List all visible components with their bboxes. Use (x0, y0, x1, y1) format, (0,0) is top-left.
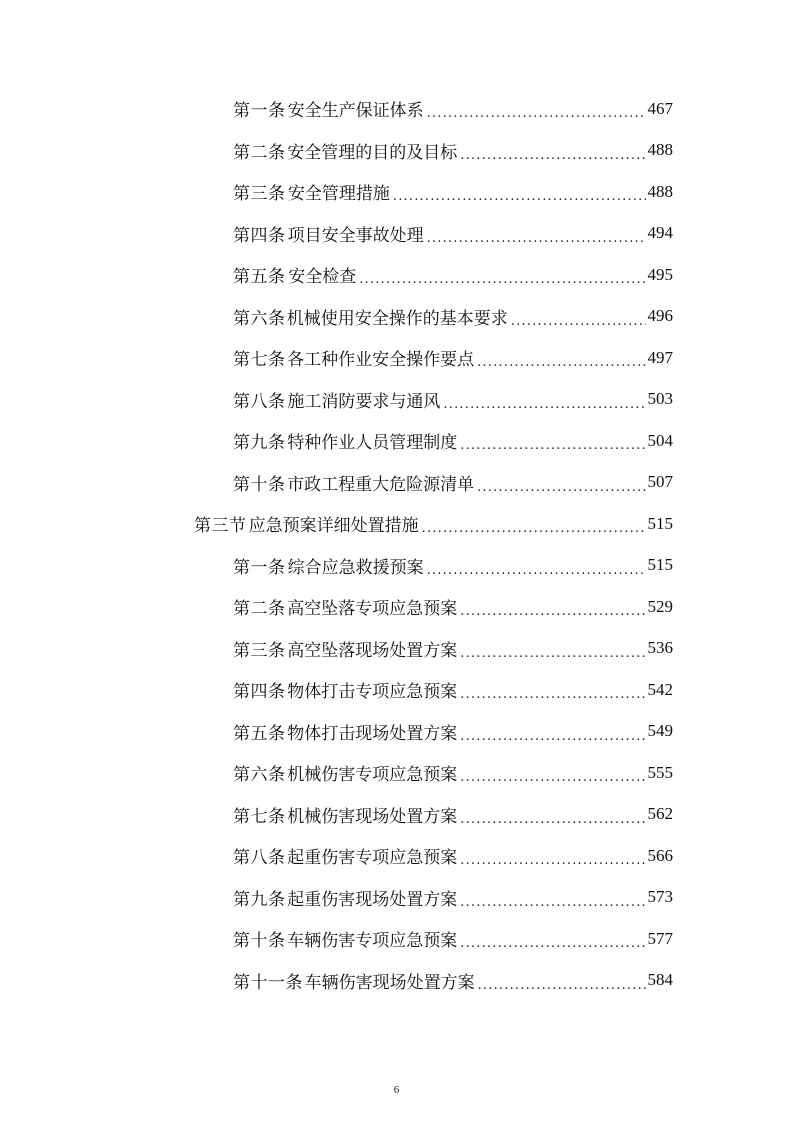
toc-entry-title: 各工种作业安全操作要点 (287, 350, 475, 371)
toc-entry[interactable] (0, 337, 673, 379)
dot-leader (460, 808, 645, 825)
toc-entry[interactable] (0, 752, 673, 794)
toc-entry-title: 施工消防要求与通风 (287, 391, 441, 412)
toc-entry-title: 高空坠落现场处置方案 (287, 640, 458, 661)
toc-entry[interactable] (0, 254, 673, 296)
dot-leader (460, 683, 645, 700)
toc-entry-number: 第七条 (233, 350, 286, 371)
toc-entry-page: 549 (647, 721, 673, 741)
toc-entry-page: 488 (647, 181, 673, 201)
toc-entry[interactable] (0, 628, 673, 670)
dot-leader (359, 268, 645, 285)
dot-leader (460, 932, 645, 949)
toc-entry-page: 467 (647, 98, 673, 118)
toc-entry-number: 第六条 (233, 765, 286, 786)
toc-entry-title: 综合应急救援预案 (287, 557, 424, 578)
toc-entry-page: 515 (647, 513, 673, 533)
toc-entry-title: 应急预案详细处置措施 (248, 516, 419, 537)
dot-leader (460, 849, 645, 866)
toc-entry-number: 第六条 (233, 308, 286, 329)
toc-entry-title: 安全管理措施 (287, 184, 390, 205)
dot-leader (460, 766, 645, 783)
toc-entry-title: 特种作业人员管理制度 (287, 433, 458, 454)
toc-entry-title: 安全管理的目的及目标 (287, 142, 458, 163)
toc-entry[interactable] (0, 171, 673, 213)
toc-entry[interactable] (0, 296, 673, 338)
toc-entry-title: 车辆伤害现场处置方案 (304, 972, 475, 993)
toc-entry-page: 536 (647, 638, 673, 658)
toc-entry-title: 机械伤害专项应急预案 (287, 765, 458, 786)
dot-leader (427, 559, 646, 576)
toc-entry-number: 第九条 (233, 889, 286, 910)
toc-entry-number: 第二条 (233, 142, 286, 163)
dot-leader (393, 185, 646, 202)
dot-leader (422, 517, 646, 534)
toc-entry-page: 555 (647, 762, 673, 782)
toc-entry-page: 584 (647, 970, 673, 990)
toc-entry[interactable] (0, 835, 673, 877)
toc-entry-number: 第七条 (233, 806, 286, 827)
toc-entry-number: 第十条 (233, 474, 286, 495)
toc-entry-number: 第十条 (233, 931, 286, 952)
toc-entry-page: 496 (647, 306, 673, 326)
dot-leader (511, 310, 646, 327)
toc-entry-title: 机械使用安全操作的基本要求 (286, 308, 508, 329)
toc-entry[interactable] (0, 130, 673, 172)
toc-entry[interactable] (0, 877, 673, 919)
toc-entry[interactable] (0, 960, 673, 1002)
toc-entry-number: 第八条 (233, 391, 286, 412)
dot-leader (427, 102, 646, 119)
toc-entry-page: 503 (647, 389, 673, 409)
dot-leader (460, 434, 645, 451)
toc-entry-number: 第二条 (233, 599, 286, 620)
toc-entry[interactable] (0, 669, 673, 711)
toc-entry-page: 542 (647, 679, 673, 699)
toc-entry-page: 515 (647, 555, 673, 575)
toc-entry-number: 第九条 (233, 433, 286, 454)
toc-entry-page: 507 (647, 472, 673, 492)
toc-entry[interactable] (0, 213, 673, 255)
dot-leader (477, 476, 645, 493)
toc-entry[interactable] (0, 545, 673, 587)
dot-leader (443, 393, 645, 410)
toc-entry-page: 577 (647, 928, 673, 948)
toc-entry-page: 497 (647, 347, 673, 367)
toc-entry-page: 562 (647, 804, 673, 824)
toc-entry-number: 第十一条 (233, 972, 303, 993)
toc-entry-title: 起重伤害专项应急预案 (287, 848, 458, 869)
toc-entry-page: 494 (647, 223, 673, 243)
dot-leader (427, 227, 646, 244)
table-of-contents (0, 88, 793, 1001)
toc-entry-page: 495 (647, 264, 673, 284)
toc-entry-title: 项目安全事故处理 (287, 225, 424, 246)
toc-entry-page: 504 (647, 430, 673, 450)
page-number: 6 (393, 1084, 400, 1096)
toc-entry-number: 第三节 (194, 516, 247, 537)
dot-leader (460, 725, 645, 742)
toc-entry-number: 第四条 (233, 225, 286, 246)
toc-entry-title: 机械伤害现场处置方案 (287, 806, 458, 827)
toc-entry-title: 起重伤害现场处置方案 (287, 889, 458, 910)
toc-entry-title: 高空坠落专项应急预案 (287, 599, 458, 620)
dot-leader (477, 351, 645, 368)
dot-leader (460, 144, 645, 161)
toc-entry-title: 安全生产保证体系 (287, 101, 424, 122)
toc-section-entry[interactable] (0, 503, 673, 545)
toc-entry-number: 第五条 (233, 723, 286, 744)
toc-entry-title: 安全检查 (288, 267, 357, 288)
toc-entry-page: 573 (647, 887, 673, 907)
toc-entry[interactable] (0, 794, 673, 836)
toc-entry-number: 第三条 (233, 640, 286, 661)
toc-entry-number: 第四条 (233, 682, 286, 703)
toc-entry[interactable] (0, 462, 673, 504)
toc-entry-number: 第一条 (233, 101, 286, 122)
toc-entry[interactable] (0, 379, 673, 421)
toc-entry-page: 529 (647, 596, 673, 616)
toc-entry-number: 第三条 (233, 184, 286, 205)
dot-leader (460, 642, 645, 659)
toc-entry[interactable] (0, 88, 673, 130)
toc-entry-number: 第五条 (233, 267, 286, 288)
dot-leader (460, 891, 645, 908)
toc-entry-title: 车辆伤害专项应急预案 (287, 931, 458, 952)
toc-entry[interactable] (0, 918, 673, 960)
toc-entry[interactable] (0, 711, 673, 753)
toc-entry-page: 488 (647, 140, 673, 160)
toc-entry-title: 物体打击现场处置方案 (287, 723, 458, 744)
toc-entry-title: 物体打击专项应急预案 (287, 682, 458, 703)
toc-entry[interactable] (0, 586, 673, 628)
toc-entry-number: 第一条 (233, 557, 286, 578)
toc-entry-page: 566 (647, 845, 673, 865)
dot-leader (478, 974, 646, 991)
toc-entry[interactable] (0, 420, 673, 462)
toc-entry-title: 市政工程重大危险源清单 (287, 474, 475, 495)
toc-entry-number: 第八条 (233, 848, 286, 869)
dot-leader (460, 600, 645, 617)
